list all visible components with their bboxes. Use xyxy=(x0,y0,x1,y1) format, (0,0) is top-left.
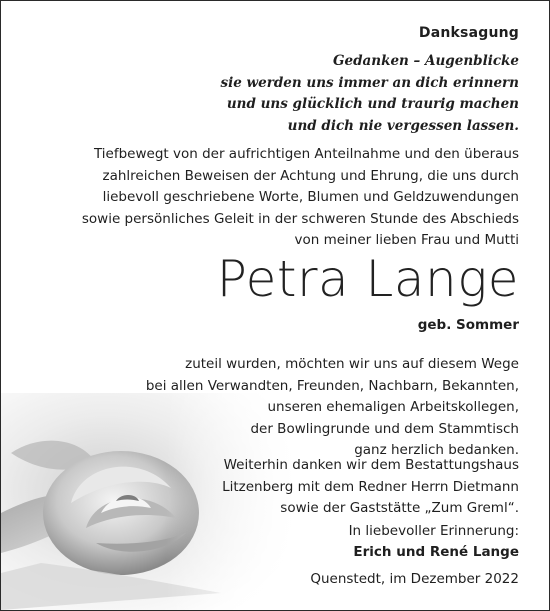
maiden-name: geb. Sommer xyxy=(417,317,519,333)
poem-line: Gedanken – Augenblicke xyxy=(332,53,519,69)
thanks-line: unseren ehemaligen Arbeitskollegen, xyxy=(267,399,519,415)
thanks-line: ganz herzlich bedanken. xyxy=(354,442,519,458)
poem-line: und dich nie vergessen lassen. xyxy=(287,117,519,134)
intro-line: sowie persönliches Geleit in der schweren Stunde des Abschieds xyxy=(81,210,519,227)
thanks-line: zuteil wurden, möchten wir uns auf diesem Wege xyxy=(185,356,519,372)
deceased-name: Petra Lange xyxy=(216,250,519,308)
signers: Erich und René Lange xyxy=(353,544,519,560)
thanks-text xyxy=(146,354,519,462)
thanks-line: bei allen Verwandten, Freunden, Nachbarn, Bekannten, xyxy=(145,377,519,394)
thanks-line: Litzenberg mit dem Redner Herrn Dietmann xyxy=(222,478,519,495)
intro-text xyxy=(82,144,519,252)
thanks-line: Weiterhin danken wir dem Bestattungshaus xyxy=(223,457,519,473)
poem xyxy=(221,51,519,137)
notice-title: Danksagung xyxy=(418,25,519,41)
additional-thanks xyxy=(222,455,519,520)
closing-line: In liebevoller Erinnerung: xyxy=(348,523,519,539)
closing xyxy=(349,521,519,563)
poem-line: sie werden uns immer an dich erinnern xyxy=(220,74,519,91)
thanks-line: sowie der Gaststätte „Zum Greml“. xyxy=(280,500,519,516)
poem-line: und uns glücklich und traurig machen xyxy=(226,96,519,112)
thanks-line: der Bowlingrunde und dem Stammtisch xyxy=(250,420,519,437)
intro-line: von meiner lieben Frau und Mutti xyxy=(294,232,519,248)
intro-line: Tiefbewegt von der aufrichtigen Anteilnahme und den überaus xyxy=(93,146,519,162)
place-date: Quenstedt, im Dezember 2022 xyxy=(310,571,519,587)
intro-line: liebevoll geschriebene Worte, Blumen und Geldzuwendungen xyxy=(102,189,519,205)
intro-line: zahlreichen Beweisen der Achtung und Ehrung, die uns durch xyxy=(102,167,519,184)
